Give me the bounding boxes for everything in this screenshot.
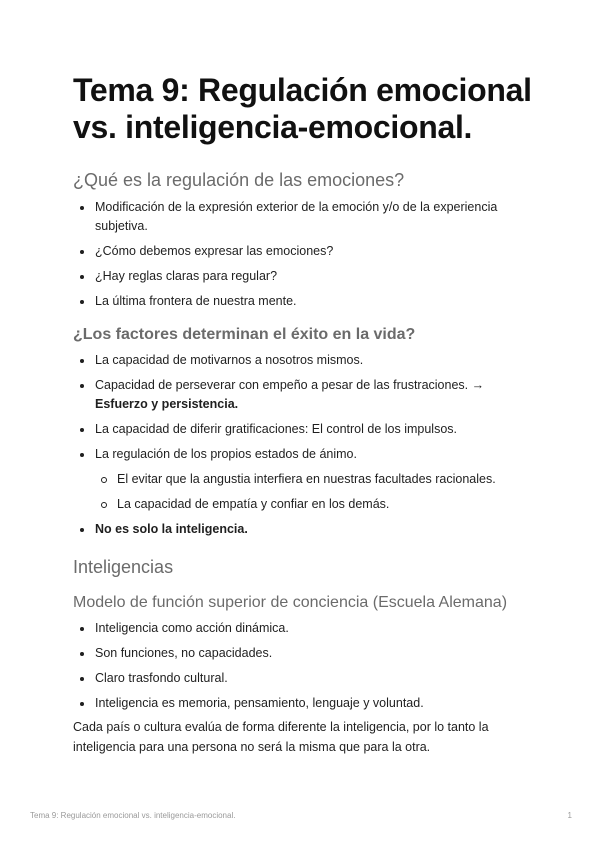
model-list	[73, 619, 533, 713]
sub-list-item: El evitar que la angustia interfiera en nuestras facultades racionales.	[73, 470, 533, 489]
list-item: Inteligencia como acción dinámica.	[73, 619, 533, 638]
list-item: Modificación de la expresión exterior de la emoción y/o de la experiencia subjetiva.	[73, 198, 533, 236]
list-item: Claro trasfondo cultural.	[73, 669, 533, 688]
section-heading-factors: ¿Los factores determinan el éxito en la vida?	[73, 326, 416, 343]
list-item: La capacidad de motivarnos a nosotros mismos.	[73, 351, 533, 370]
paragraph: Cada país o cultura evalúa de forma diferente la inteligencia, por lo tanto la inteligencia para una persona no será la misma que para la otra.	[73, 720, 489, 754]
list-item: Son funciones, no capacidades.	[73, 644, 533, 663]
list-item: La capacidad de diferir gratificaciones: El control de los impulsos.	[73, 420, 533, 439]
regulation-list	[73, 198, 533, 311]
list-item-bold: Esfuerzo y persistencia.	[95, 397, 239, 411]
list-item	[73, 376, 533, 414]
page-number: 1	[567, 811, 572, 820]
factors-list	[73, 351, 533, 539]
list-item-text: Capacidad de perseverar con empeño a pesar de las frustraciones. →	[95, 378, 485, 392]
list-item: ¿Hay reglas claras para regular?	[73, 267, 533, 286]
sub-list-item: La capacidad de empatía y confiar en los demás.	[73, 495, 533, 514]
footer-title: Tema 9: Regulación emocional vs. inteligencia-emocional.	[30, 811, 236, 820]
document-page	[73, 72, 533, 757]
page-title: Tema 9: Regulación emocional vs. inteligencia-emocional.	[73, 72, 532, 145]
section-subheading-model: Modelo de función superior de conciencia (Escuela Alemana)	[73, 594, 508, 611]
list-item: La regulación de los propios estados de ánimo.	[73, 445, 533, 464]
list-item: No es solo la inteligencia.	[73, 520, 533, 539]
section-heading-regulation: ¿Qué es la regulación de las emociones?	[73, 170, 405, 190]
list-item: Inteligencia es memoria, pensamiento, lenguaje y voluntad.	[73, 694, 533, 713]
list-item: La última frontera de nuestra mente.	[73, 292, 533, 311]
list-item: ¿Cómo debemos expresar las emociones?	[73, 242, 533, 261]
section-heading-intelligences: Inteligencias	[73, 557, 174, 577]
